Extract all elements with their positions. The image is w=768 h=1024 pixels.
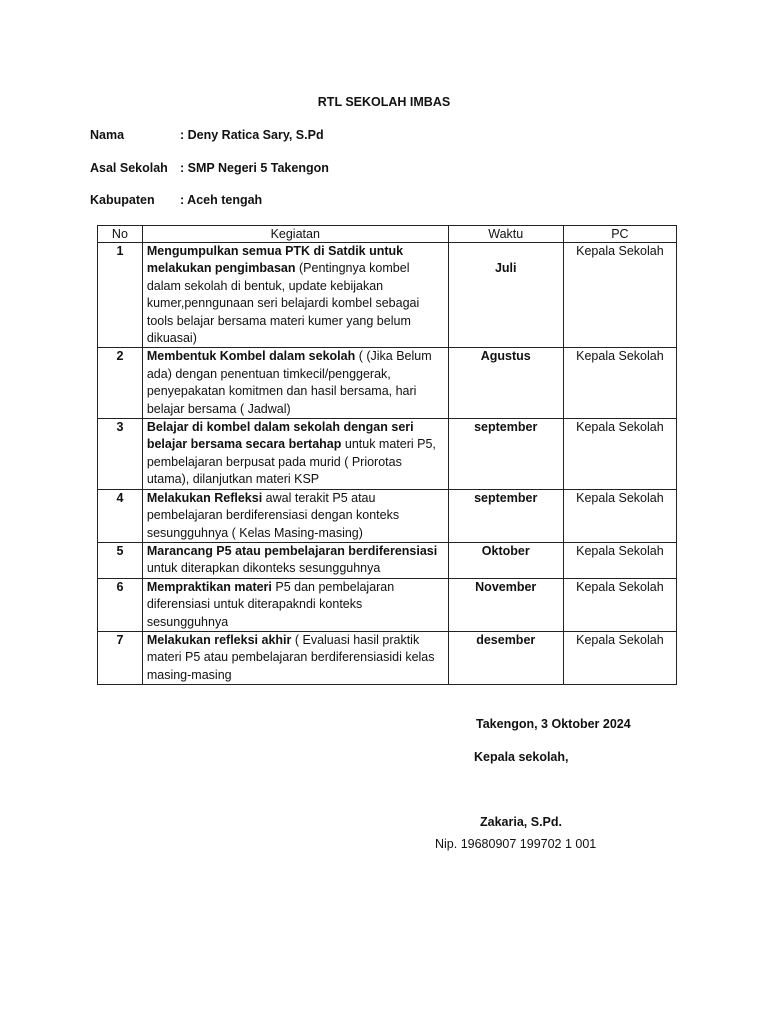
- kegiatan-detail: ( Evaluasi hasil praktik materi P5 atau pembelajaran berdiferensiasidi kelas masing-masing: [146, 632, 435, 682]
- header-waktu: Waktu: [448, 226, 563, 243]
- cell-no: 3: [98, 419, 143, 490]
- signature-name: Zakaria, S.Pd.: [480, 815, 562, 829]
- kegiatan-bold: Belajar di kombel dalam sekolah dengan seri belajar bersama secara bertahap: [146, 420, 414, 452]
- kegiatan-bold: Mengumpulkan semua PTK di Satdik untuk melakukan pengimbasan: [146, 244, 404, 276]
- kegiatan-detail: P5 dan pembelajaran diferensiasi untuk diterapakndi konteks sesungguhnya: [146, 579, 395, 629]
- table-row: [98, 243, 677, 348]
- cell-kegiatan: [142, 631, 448, 684]
- header-kegiatan: Kegiatan: [142, 226, 448, 243]
- cell-no: 4: [98, 489, 143, 542]
- cell-waktu: [448, 243, 563, 348]
- cell-waktu: september: [448, 489, 563, 542]
- rtl-table: [97, 225, 677, 685]
- cell-no: 1: [98, 243, 143, 348]
- header-pc: PC: [563, 226, 676, 243]
- info-row-nama: [90, 128, 324, 142]
- kegiatan-detail: untuk diterapkan dikonteks sesungguhnya: [146, 561, 381, 576]
- table-row: [98, 419, 677, 490]
- cell-kegiatan: [142, 489, 448, 542]
- cell-no: 7: [98, 631, 143, 684]
- table-header-row: [98, 226, 677, 243]
- kegiatan-bold: Melakukan refleksi akhir: [146, 632, 292, 647]
- info-row-asal-sekolah: [90, 161, 329, 175]
- cell-pc: Kepala Sekolah: [563, 419, 676, 490]
- cell-no: 6: [98, 578, 143, 631]
- table-row: [98, 348, 677, 419]
- info-label: Nama: [90, 128, 125, 142]
- kegiatan-bold: Membentuk Kombel dalam sekolah: [146, 349, 356, 364]
- kegiatan-detail: ( (Jika Belum ada) dengan penentuan timkecil/penggerak, penyepakatan komitmen dan hasil bersama, hari belajar bersama ( Jadwal): [146, 349, 432, 416]
- info-row-kabupaten: [90, 193, 262, 207]
- cell-kegiatan: [142, 578, 448, 631]
- cell-pc: Kepala Sekolah: [563, 243, 676, 348]
- cell-pc: Kepala Sekolah: [563, 578, 676, 631]
- cell-pc: Kepala Sekolah: [563, 631, 676, 684]
- cell-waktu: desember: [448, 631, 563, 684]
- kegiatan-bold: Melakukan Refleksi: [146, 490, 263, 505]
- kegiatan-bold: Marancang P5 atau pembelajaran berdiferensiasi: [146, 543, 438, 558]
- table-row: [98, 489, 677, 542]
- cell-kegiatan: [142, 348, 448, 419]
- table-row: [98, 542, 677, 578]
- signature-place-date: Takengon, 3 Oktober 2024: [476, 717, 631, 731]
- cell-waktu: November: [448, 578, 563, 631]
- info-value: : SMP Negeri 5 Takengon: [180, 161, 329, 175]
- info-label: Asal Sekolah: [90, 161, 168, 175]
- cell-no: 2: [98, 348, 143, 419]
- header-no: No: [98, 226, 143, 243]
- cell-pc: Kepala Sekolah: [563, 348, 676, 419]
- cell-pc: Kepala Sekolah: [563, 489, 676, 542]
- cell-pc: Kepala Sekolah: [563, 542, 676, 578]
- cell-kegiatan: [142, 419, 448, 490]
- cell-kegiatan: [142, 243, 448, 348]
- document-title: RTL SEKOLAH IMBAS: [317, 95, 451, 109]
- signature-role: Kepala sekolah,: [474, 750, 569, 764]
- info-value: : Deny Ratica Sary, S.Pd: [180, 128, 324, 142]
- cell-waktu: Agustus: [448, 348, 563, 419]
- table-row: [98, 631, 677, 684]
- table-row: [98, 578, 677, 631]
- cell-no: 5: [98, 542, 143, 578]
- waktu-text: Juli: [494, 261, 517, 275]
- cell-waktu: Oktober: [448, 542, 563, 578]
- kegiatan-detail: untuk materi P5, pembelajaran berpusat pada murid ( Priorotas utama), dilanjutkan materi KSP: [146, 437, 436, 487]
- cell-waktu: september: [448, 419, 563, 490]
- kegiatan-detail: awal terakit P5 atau pembelajaran berdiferensiasi dengan konteks sesungguhnya ( Kelas Masing-masing): [146, 490, 400, 540]
- cell-kegiatan: [142, 542, 448, 578]
- info-value: : Aceh tengah: [180, 193, 263, 207]
- kegiatan-bold: Mempraktikan materi: [146, 579, 272, 594]
- kegiatan-detail: (Pentingnya kombel dalam sekolah di bentuk, update kebijakan kumer,penngunaan seri belajardi kombel sebagai tools belajar bersama materi kumer yang belum dikuasai): [146, 261, 420, 346]
- signature-nip: Nip. 19680907 199702 1 001: [435, 837, 597, 851]
- info-label: Kabupaten: [90, 193, 155, 207]
